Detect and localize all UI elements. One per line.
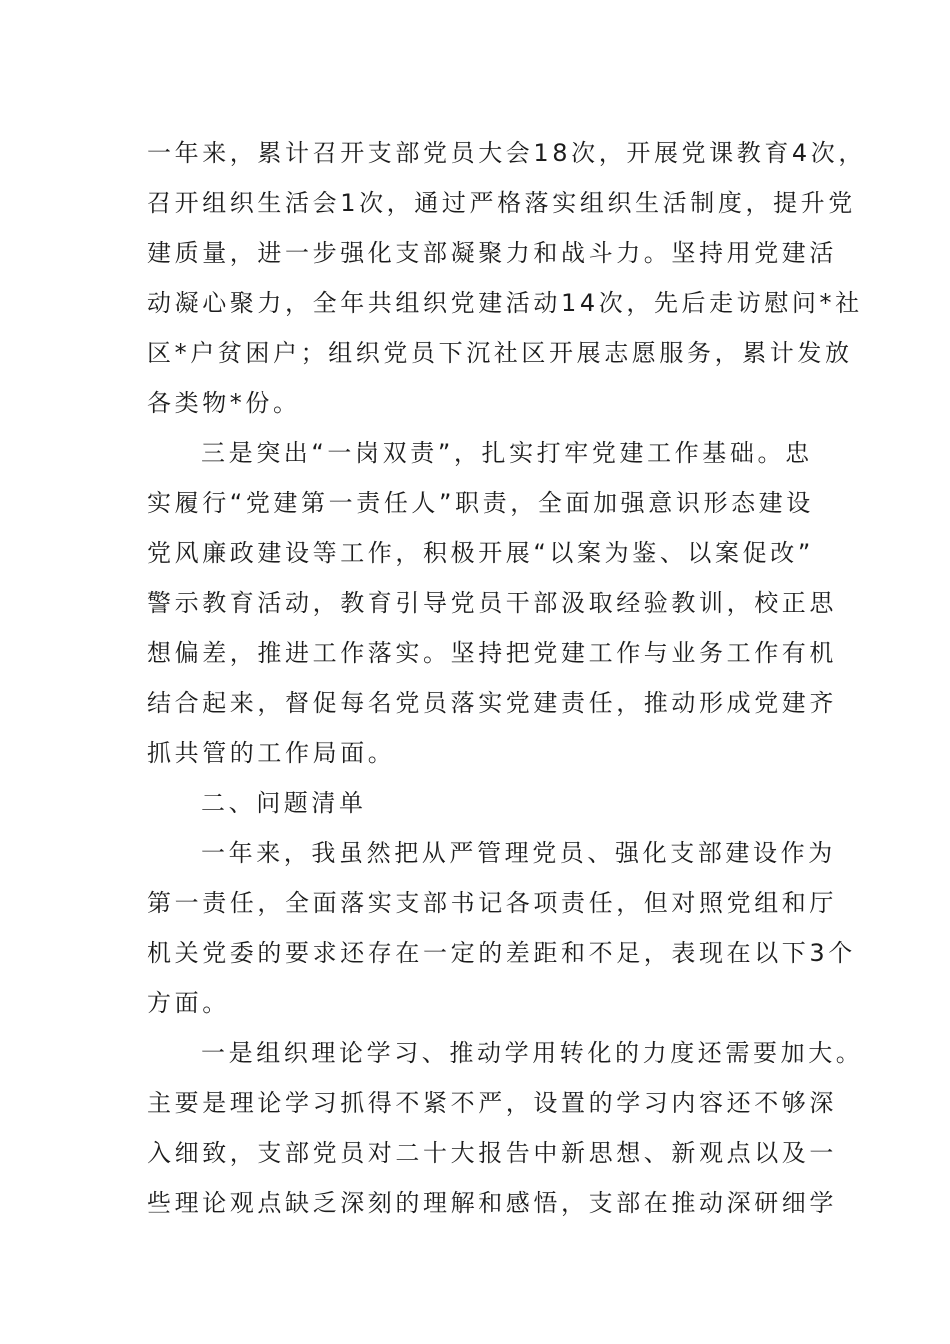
text-line: 各类物*份。 (147, 389, 301, 417)
text-line: 机关党委的要求还存在一定的差距和不足，表现在以下3个 (147, 939, 856, 967)
text-line: 三是突出“一岗双责”，扎实打牢党建工作基础。忠 (201, 439, 813, 467)
document-body (147, 128, 867, 1228)
text-line: 一年来，累计召开支部党员大会18次，开展党课教育4次， (147, 139, 867, 167)
text-line: 抓共管的工作局面。 (147, 739, 396, 767)
text-line: 方面。 (147, 989, 230, 1017)
paragraph-one-post-two-duties (147, 428, 837, 778)
text-line: 想偏差，推进工作落实。坚持把党建工作与业务工作有机 (147, 639, 837, 667)
text-line: 一年来，我虽然把从严管理党员、强化支部建设作为 (201, 839, 836, 867)
text-line: 些理论观点缺乏深刻的理解和感悟，支部在推动深研细学 (147, 1189, 837, 1217)
section-heading: 二、问题清单 (201, 789, 367, 817)
text-line: 一是组织理论学习、推动学用转化的力度还需要加大。 (201, 1039, 864, 1067)
text-line: 主要是理论学习抓得不紧不严，设置的学习内容还不够深 (147, 1089, 837, 1117)
section-heading-problem-list (147, 778, 837, 828)
paragraph-problem-intro (147, 828, 856, 1028)
text-line: 建质量，进一步强化支部凝聚力和战斗力。坚持用党建活 (147, 239, 837, 267)
text-line: 动凝心聚力，全年共组织党建活动14次，先后走访慰问*社 (147, 289, 863, 317)
paragraph-work-summary (147, 128, 867, 428)
text-line: 结合起来，督促每名党员落实党建责任，推动形成党建齐 (147, 689, 837, 717)
text-line: 党风廉政建设等工作，积极开展“以案为鉴、以案促改” (147, 539, 814, 567)
paragraph-theory-study (147, 1028, 864, 1228)
text-line: 第一责任，全面落实支部书记各项责任，但对照党组和厅 (147, 889, 837, 917)
text-line: 实履行“党建第一责任人”职责，全面加强意识形态建设 (147, 489, 814, 517)
text-line: 警示教育活动，教育引导党员干部汲取经验教训，校正思 (147, 589, 837, 617)
text-line: 召开组织生活会1次，通过严格落实组织生活制度，提升党 (147, 189, 856, 217)
text-line: 区*户贫困户；组织党员下沉社区开展志愿服务，累计发放 (147, 339, 853, 367)
text-line: 入细致，支部党员对二十大报告中新思想、新观点以及一 (147, 1139, 837, 1167)
